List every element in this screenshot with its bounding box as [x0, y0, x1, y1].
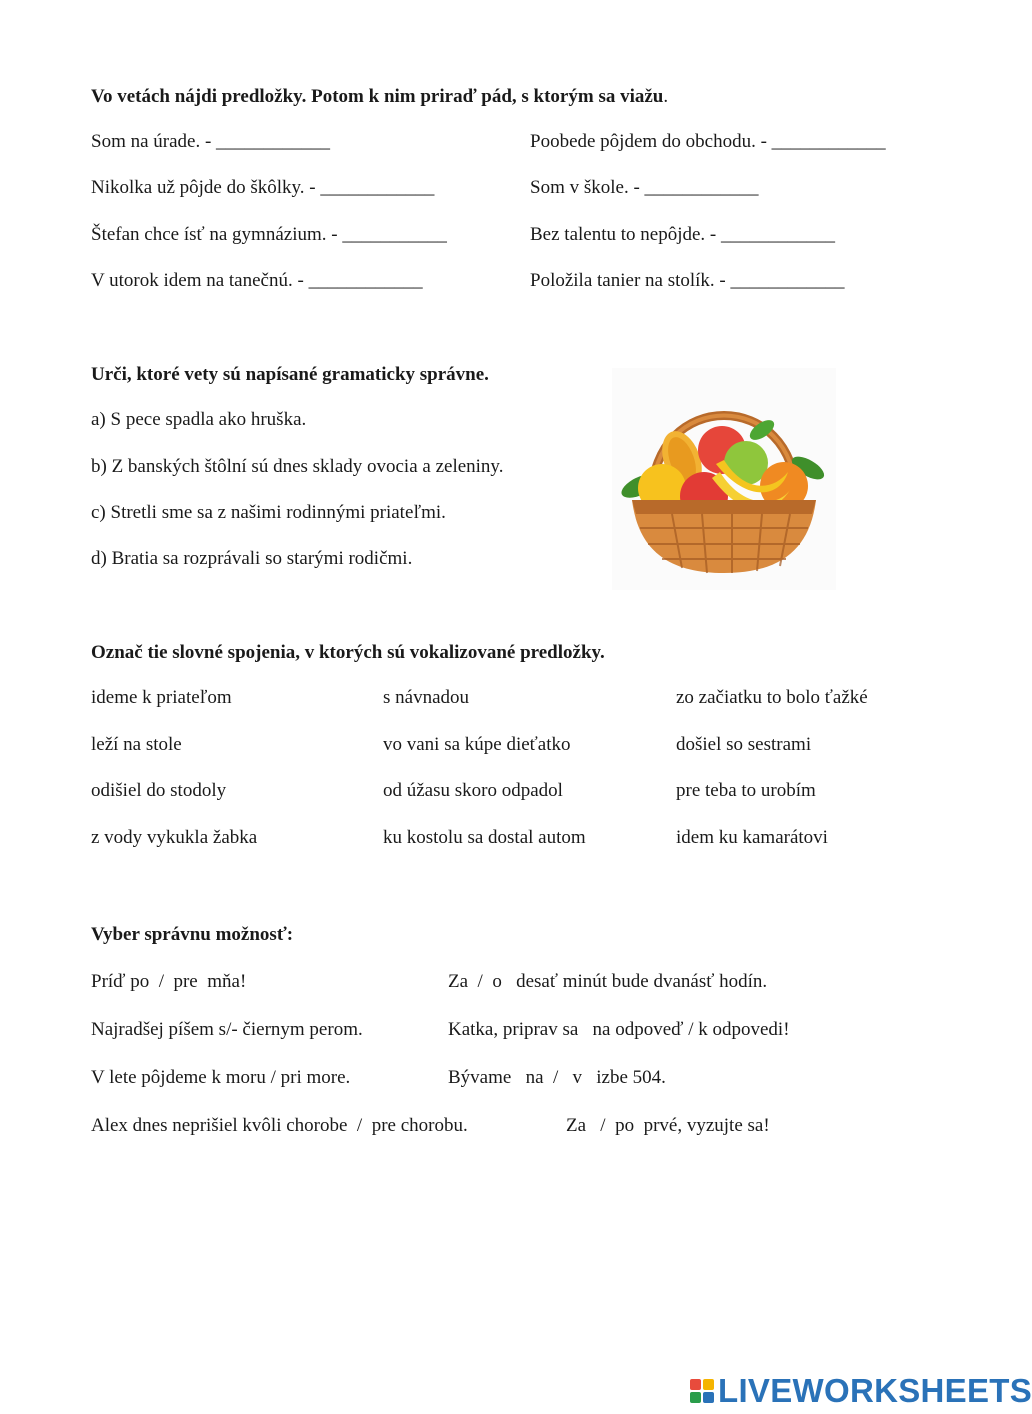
choice-item[interactable]: V lete pôjdeme k moru / pri more. — [91, 1067, 351, 1088]
section2-item: b) Z banských štôlní sú dnes sklady ovocia a zeleniny. — [91, 456, 504, 477]
phrase-item[interactable]: z vody vykukla žabka — [91, 827, 258, 848]
phrase-item[interactable]: od úžasu skoro odpadol — [383, 780, 563, 801]
section2-heading: Urči, ktoré vety sú napísané gramaticky správne. — [91, 364, 489, 385]
section1-right-item: Som v škole. - ____________ — [530, 177, 759, 198]
section1-heading — [91, 86, 668, 108]
choice-item[interactable]: Katka, priprav sa na odpoveď / k odpovedi! — [448, 1019, 790, 1040]
section1-heading-text: Vo vetách nájdi predložky. Potom k nim priraď pád, s ktorým sa viažu — [91, 86, 664, 107]
phrase-item[interactable]: odišiel do stodoly — [91, 780, 227, 801]
phrase-item[interactable]: ideme k priateľom — [91, 687, 232, 708]
choice-item[interactable]: Bývame na / v izbe 504. — [448, 1067, 666, 1088]
section1-left-item: Nikolka už pôjde do škôlky. - ____________ — [91, 177, 435, 198]
logo-blocks-icon — [690, 1379, 714, 1403]
choice-item[interactable]: Za / o desať minút bude dvanásť hodín. — [448, 971, 768, 992]
section3-heading: Označ tie slovné spojenia, v ktorých sú vokalizované predložky. — [91, 642, 605, 663]
section2-item: a) S pece spadla ako hruška. — [91, 409, 307, 430]
phrase-item[interactable]: pre teba to urobím — [676, 780, 816, 801]
section1-left-item: Štefan chce ísť na gymnázium. - ___________ — [91, 224, 447, 245]
phrase-item[interactable]: ku kostolu sa dostal autom — [383, 827, 586, 848]
phrase-item[interactable]: došiel so sestrami — [676, 734, 812, 755]
phrase-item[interactable]: s návnadou — [383, 687, 470, 708]
logo-text: LIVEWORKSHEETS — [718, 1372, 1032, 1409]
section2-item: c) Stretli sme sa z našimi rodinnými priateľmi. — [91, 502, 446, 523]
phrase-item[interactable]: zo začiatku to bolo ťažké — [676, 687, 868, 708]
section1-right-item: Položila tanier na stolík. - ____________ — [530, 270, 845, 291]
section2-item: d) Bratia sa rozprávali so starými rodičmi. — [91, 548, 413, 569]
section4-heading: Vyber správnu možnosť: — [91, 924, 294, 945]
choice-item[interactable]: Za / po prvé, vyzujte sa! — [566, 1115, 770, 1136]
choice-item[interactable]: Príď po / pre mňa! — [91, 971, 247, 992]
liveworksheets-logo — [690, 1374, 1032, 1408]
section1-left-item: V utorok idem na tanečnú. - ____________ — [91, 270, 423, 291]
phrase-item[interactable]: leží na stole — [91, 734, 182, 755]
phrase-item[interactable]: idem ku kamarátovi — [676, 827, 828, 848]
section1-heading-period: . — [663, 86, 669, 107]
section1-right-item: Poobede pôjdem do obchodu. - ____________ — [530, 131, 886, 152]
section1-right-item: Bez talentu to nepôjde. - ____________ — [530, 224, 835, 245]
section1-left-item: Som na úrade. - ____________ — [91, 131, 331, 152]
choice-item[interactable]: Najradšej píšem s/- čiernym perom. — [91, 1019, 363, 1040]
fruit-basket-icon — [612, 368, 836, 590]
phrase-item[interactable]: vo vani sa kúpe dieťatko — [383, 734, 571, 755]
choice-item[interactable]: Alex dnes neprišiel kvôli chorobe / pre chorobu. — [91, 1115, 468, 1136]
